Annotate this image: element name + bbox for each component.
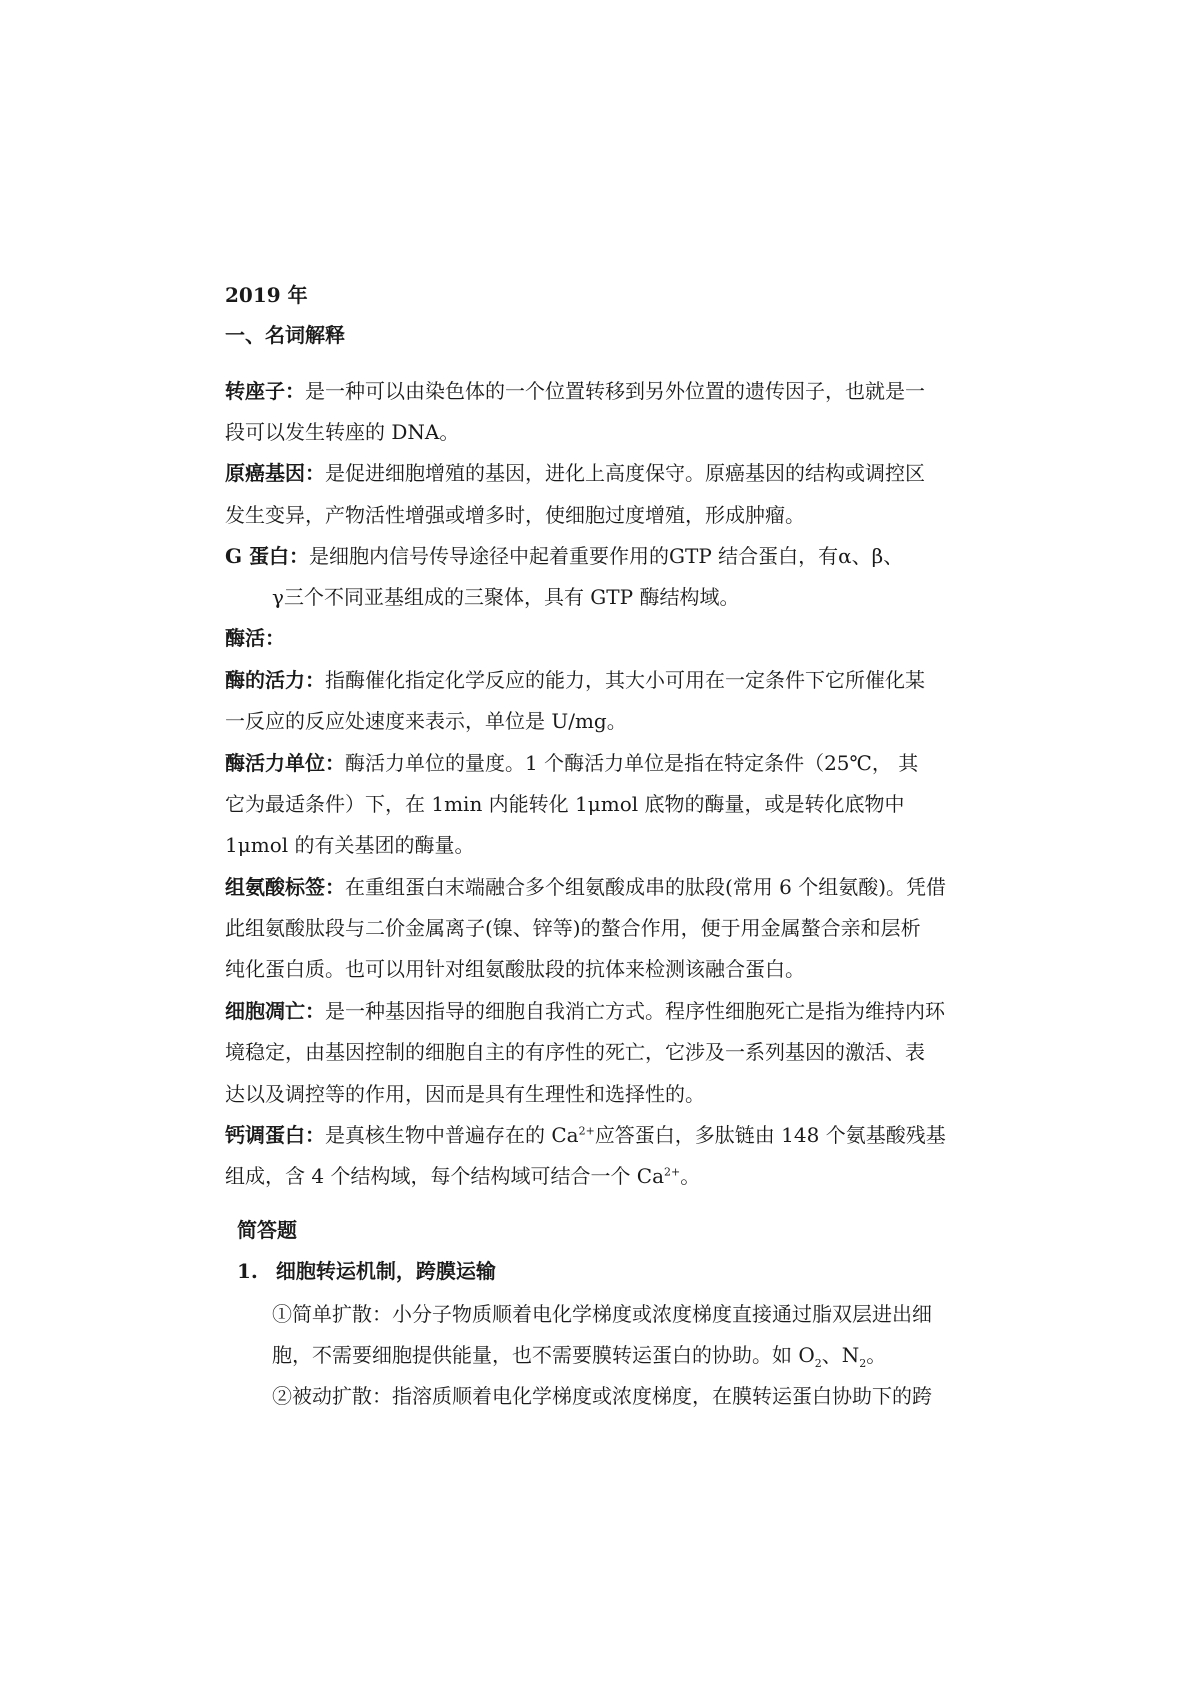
term-entry bbox=[225, 543, 903, 569]
term-name: 酶的活力： bbox=[225, 668, 325, 692]
term-entry bbox=[225, 874, 946, 900]
term-name: 转座子： bbox=[225, 379, 305, 403]
superscript: 2+ bbox=[578, 1124, 595, 1138]
term-name: G 蛋白： bbox=[225, 544, 310, 568]
term-entry bbox=[225, 378, 925, 404]
term-definition: 应答蛋白，多肽链由 148 个氨基酸残基 bbox=[594, 1123, 946, 1147]
term-name: 酶活： bbox=[225, 626, 285, 650]
subscript: 2 bbox=[859, 1357, 867, 1370]
term-definition-line: 它为最适条件）下，在 1min 内能转化 1μmol 底物的酶量，或是转化底物中 bbox=[225, 792, 905, 816]
superscript: 2+ bbox=[664, 1165, 681, 1179]
answer-text: 胞，不需要细胞提供能量，也不需要膜转运蛋白的协助。如 O bbox=[272, 1343, 815, 1367]
term-name: 细胞凋亡： bbox=[225, 999, 325, 1023]
term-definition: 是促进细胞增殖的基因，进化上高度保守。原癌基因的结构或调控区 bbox=[325, 461, 925, 485]
subscript: 2 bbox=[814, 1357, 822, 1370]
term-entry bbox=[225, 998, 945, 1024]
term-definition-line: 段可以发生转座的 DNA。 bbox=[225, 420, 460, 444]
term-name: 组氨酸标签： bbox=[225, 875, 345, 899]
term-definition-line: 纯化蛋白质。也可以用针对组氨酸肽段的抗体来检测该融合蛋白。 bbox=[225, 957, 805, 981]
term-name: 原癌基因： bbox=[225, 461, 325, 485]
section-heading-short-answer: 简答题 bbox=[237, 1218, 297, 1242]
term-definition-line: 境稳定，由基因控制的细胞自主的有序性的死亡，它涉及一系列基因的激活、表 bbox=[225, 1040, 925, 1064]
term-name: 钙调蛋白： bbox=[225, 1123, 325, 1147]
question-number: 1. bbox=[237, 1259, 258, 1283]
answer-text: 、N bbox=[821, 1343, 860, 1367]
term-entry bbox=[225, 750, 918, 776]
answer-text: 。 bbox=[866, 1343, 887, 1367]
term-entry bbox=[225, 1122, 946, 1148]
term-definition: 是真核生物中普遍存在的 Ca bbox=[325, 1123, 579, 1147]
term-definition-line: 一反应的反应处速度来表示，单位是 U/mg。 bbox=[225, 709, 627, 733]
answer-paragraph-line: ②被动扩散：指溶质顺着电化学梯度或浓度梯度，在膜转运蛋白协助下的跨 bbox=[272, 1384, 932, 1408]
term-definition: 是细胞内信号传导途径中起着重要作用的GTP 结合蛋白，有α、β、 bbox=[309, 544, 904, 568]
term-definition-line bbox=[225, 1163, 700, 1189]
answer-paragraph-line bbox=[272, 1342, 886, 1368]
term-definition: 在重组蛋白末端融合多个组氨酸成串的肽段(常用 6 个组氨酸)。凭借 bbox=[345, 875, 947, 899]
term-definition-line: 达以及调控等的作用，因而是具有生理性和选择性的。 bbox=[225, 1082, 705, 1106]
term-name: 酶活力单位： bbox=[225, 751, 345, 775]
section-heading-terms: 一、名词解释 bbox=[225, 323, 345, 347]
answer-paragraph-line: ①简单扩散：小分子物质顺着电化学梯度或浓度梯度直接通过脂双层进出细 bbox=[272, 1302, 932, 1326]
question-heading bbox=[237, 1258, 496, 1284]
term-definition-line: 1μmol 的有关基团的酶量。 bbox=[225, 833, 475, 857]
term-definition: 是一种可以由染色体的一个位置转移到另外位置的遗传因子，也就是一 bbox=[305, 379, 925, 403]
term-definition: 。 bbox=[680, 1164, 701, 1188]
term-definition: 组成，含 4 个结构域，每个结构域可结合一个 Ca bbox=[225, 1164, 665, 1188]
term-entry bbox=[225, 667, 925, 693]
year-heading: 2019 年 bbox=[225, 283, 308, 307]
term-definition-line: 此组氨酸肽段与二价金属离子(镍、锌等)的螯合作用，便于用金属螯合亲和层析 bbox=[225, 916, 921, 940]
term-definition: 指酶催化指定化学反应的能力，其大小可用在一定条件下它所催化某 bbox=[325, 668, 925, 692]
term-definition-line: γ三个不同亚基组成的三聚体，具有 GTP 酶结构域。 bbox=[272, 585, 740, 609]
term-definition: 是一种基因指导的细胞自我消亡方式。程序性细胞死亡是指为维持内环 bbox=[325, 999, 945, 1023]
term-entry bbox=[225, 460, 925, 486]
term-definition: 酶活力单位的量度。1 个酶活力单位是指在特定条件（25℃， 其 bbox=[345, 751, 919, 775]
term-definition-line: 发生变异，产物活性增强或增多时，使细胞过度增殖，形成肿瘤。 bbox=[225, 503, 805, 527]
question-title: 细胞转运机制，跨膜运输 bbox=[275, 1259, 496, 1283]
